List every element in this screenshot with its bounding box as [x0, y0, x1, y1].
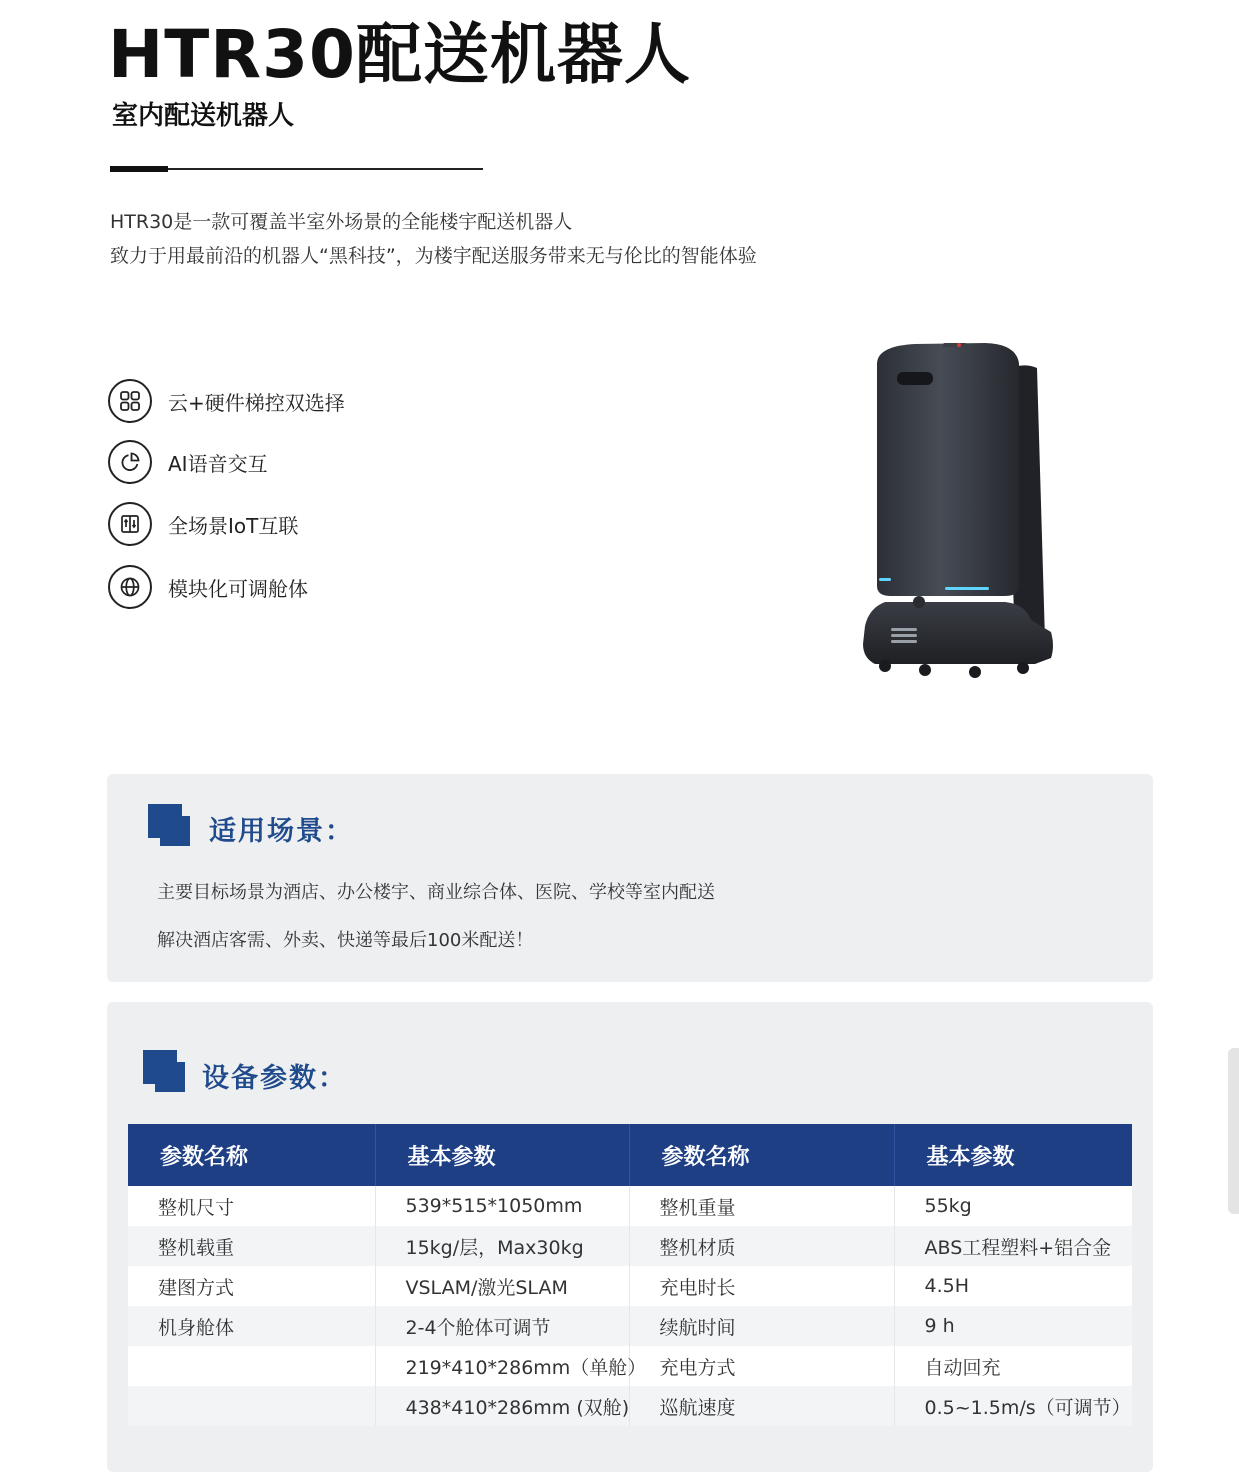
scene-panel — [107, 774, 1153, 982]
grid-icon — [108, 379, 152, 423]
table-row — [128, 1266, 1132, 1306]
table-cell: 539*515*1050mm — [375, 1186, 629, 1226]
column-header: 基本参数 — [375, 1124, 629, 1186]
spec-table — [128, 1124, 1132, 1426]
table-cell: 219*410*286mm（单舱） — [375, 1346, 629, 1386]
title-divider-accent — [110, 166, 168, 172]
table-cell: VSLAM/激光SLAM — [375, 1266, 629, 1306]
table-row — [128, 1186, 1132, 1226]
page-title: HTR30配送机器人 — [108, 16, 691, 93]
table-cell: 续航时间 — [629, 1306, 894, 1346]
column-header: 参数名称 — [128, 1124, 375, 1186]
feature-item — [108, 500, 298, 548]
table-cell: 建图方式 — [128, 1266, 375, 1306]
table-cell: 自动回充 — [894, 1346, 1132, 1386]
feature-label: 模块化可调舱体 — [168, 576, 308, 601]
table-cell: 4.5H — [894, 1266, 1132, 1306]
feature-item — [108, 377, 345, 425]
intro-line-2: 致力于用最前沿的机器人“黑科技”，为楼宇配送服务带来无与伦比的智能体验 — [110, 245, 757, 267]
table-cell: 438*410*286mm (双舱) — [375, 1386, 629, 1426]
scrollbar-thumb[interactable] — [1228, 1048, 1239, 1214]
table-cell: 15kg/层，Max30kg — [375, 1226, 629, 1266]
pie-chart-icon — [108, 440, 152, 484]
table-cell: 整机材质 — [629, 1226, 894, 1266]
params-panel — [107, 1002, 1153, 1472]
table-cell: 充电时长 — [629, 1266, 894, 1306]
table-cell: 整机尺寸 — [128, 1186, 375, 1226]
table-cell: 55kg — [894, 1186, 1132, 1226]
table-cell: 巡航速度 — [629, 1386, 894, 1426]
page-subtitle: 室内配送机器人 — [112, 101, 295, 131]
section-square-icon — [148, 804, 192, 848]
globe-icon — [108, 565, 152, 609]
table-cell: 2-4个舱体可调节 — [375, 1306, 629, 1346]
feature-label: 全场景IoT互联 — [168, 513, 299, 538]
table-cell — [128, 1386, 375, 1426]
table-row — [128, 1306, 1132, 1346]
table-cell: 机身舱体 — [128, 1306, 375, 1346]
table-cell: 9 h — [894, 1306, 1132, 1346]
table-cell: 整机载重 — [128, 1226, 375, 1266]
section-square-icon — [143, 1050, 187, 1094]
feature-label: AI语音交互 — [168, 451, 268, 476]
table-cell: 充电方式 — [629, 1346, 894, 1386]
table-cell: 0.5~1.5m/s（可调节） — [894, 1386, 1132, 1426]
feature-label: 云+硬件梯控双选择 — [168, 390, 345, 415]
table-row — [128, 1346, 1132, 1386]
table-cell — [128, 1346, 375, 1386]
table-cell: 整机重量 — [629, 1186, 894, 1226]
table-cell: ABS工程塑料+铝合金 — [894, 1226, 1132, 1266]
scene-line-2: 解决酒店客需、外卖、快递等最后100米配送！ — [157, 930, 534, 951]
robot-product-image — [855, 340, 1065, 690]
elevator-icon — [108, 502, 152, 546]
params-title: 设备参数： — [202, 1063, 347, 1094]
table-row — [128, 1386, 1132, 1426]
scene-line-1: 主要目标场景为酒店、办公楼宇、商业综合体、医院、学校等室内配送 — [157, 882, 715, 903]
table-header-row — [128, 1124, 1132, 1186]
scene-title: 适用场景： — [209, 816, 354, 847]
column-header: 基本参数 — [894, 1124, 1132, 1186]
feature-item — [108, 563, 308, 611]
column-header: 参数名称 — [629, 1124, 894, 1186]
feature-item — [108, 438, 268, 486]
intro-line-1: HTR30是一款可覆盖半室外场景的全能楼宇配送机器人 — [110, 211, 573, 233]
table-row — [128, 1226, 1132, 1266]
